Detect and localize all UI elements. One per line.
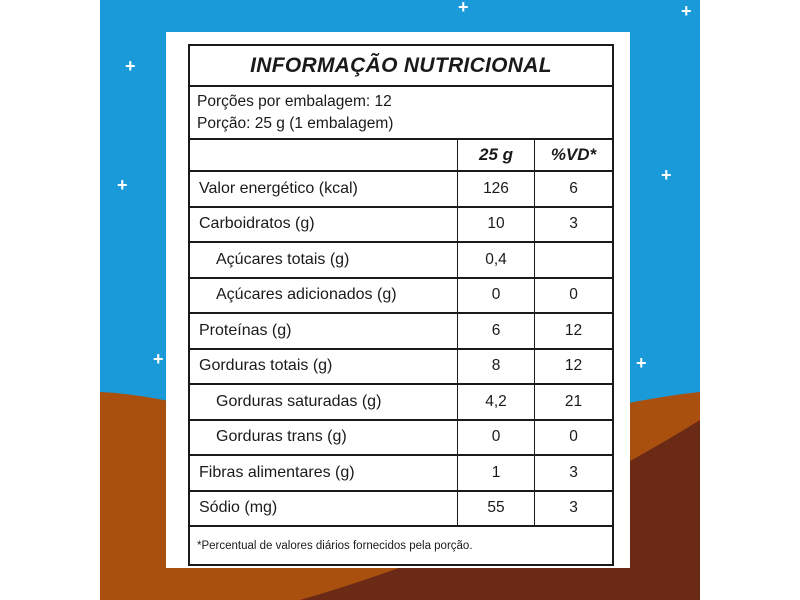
sparkle-plus-icon: + [117, 175, 128, 195]
header-daily-value: %VD* [550, 145, 597, 164]
nutrient-quantity: 0 [458, 279, 535, 313]
table-row [190, 350, 612, 386]
sparkle-plus-icon: + [458, 0, 469, 17]
portion-info [190, 87, 612, 140]
nutrient-daily-value: 0 [569, 428, 578, 446]
table-row [190, 385, 612, 421]
sparkle-plus-icon: + [661, 165, 672, 185]
nutrient-name: Gorduras trans (g) [190, 421, 458, 455]
table-row [190, 492, 612, 528]
nutrient-quantity: 0,4 [458, 243, 535, 277]
servings-per-package: Porções por embalagem: 12 [197, 93, 392, 110]
nutrient-daily-value: 12 [564, 321, 583, 339]
nutrient-quantity: 4,2 [458, 385, 535, 419]
nutrition-facts-table [188, 44, 614, 566]
table-row [190, 208, 612, 244]
nutrient-quantity: 8 [458, 350, 535, 384]
sparkle-plus-icon: + [153, 349, 164, 369]
nutrient-name: Valor energético (kcal) [190, 172, 458, 206]
table-row [190, 243, 612, 279]
nutrient-name: Gorduras saturadas (g) [190, 385, 458, 419]
nutrient-daily-value: 12 [564, 357, 583, 375]
nutrient-daily-value: 6 [569, 179, 578, 197]
nutrient-quantity: 126 [458, 172, 535, 206]
table-row [190, 314, 612, 350]
nutrient-name: Gorduras totais (g) [190, 350, 458, 384]
nutrient-quantity: 10 [458, 208, 535, 242]
sparkle-plus-icon: + [636, 353, 647, 373]
nutrient-daily-value: 21 [564, 392, 583, 410]
header-quantity: 25 g [458, 140, 535, 170]
header-name-cell [190, 140, 458, 170]
nutrient-name: Sódio (mg) [190, 492, 458, 526]
nutrient-quantity: 6 [458, 314, 535, 348]
nutrient-daily-value: 3 [569, 499, 578, 517]
table-row [190, 172, 612, 208]
table-header-row [190, 140, 612, 172]
nutrient-quantity: 0 [458, 421, 535, 455]
nutrient-daily-value: 3 [569, 215, 578, 233]
nutrient-name: Carboidratos (g) [190, 208, 458, 242]
sparkle-plus-icon: + [125, 56, 136, 76]
nutrient-name: Fibras alimentares (g) [190, 456, 458, 490]
label-title: INFORMAÇÃO NUTRICIONAL [190, 46, 612, 87]
table-row [190, 279, 612, 315]
nutrient-quantity: 55 [458, 492, 535, 526]
nutrient-name: Açúcares adicionados (g) [190, 279, 458, 313]
sparkle-plus-icon: + [681, 1, 692, 21]
nutrient-name: Açúcares totais (g) [190, 243, 458, 277]
nutrient-daily-value: 0 [569, 286, 578, 304]
nutrient-quantity: 1 [458, 456, 535, 490]
nutrient-name: Proteínas (g) [190, 314, 458, 348]
table-row [190, 421, 612, 457]
nutrient-daily-value [535, 243, 612, 277]
nutrient-daily-value: 3 [569, 463, 578, 481]
serving-size: Porção: 25 g (1 embalagem) [197, 115, 394, 132]
footnote: *Percentual de valores diários fornecidos pela porção. [197, 539, 473, 552]
table-row [190, 456, 612, 492]
